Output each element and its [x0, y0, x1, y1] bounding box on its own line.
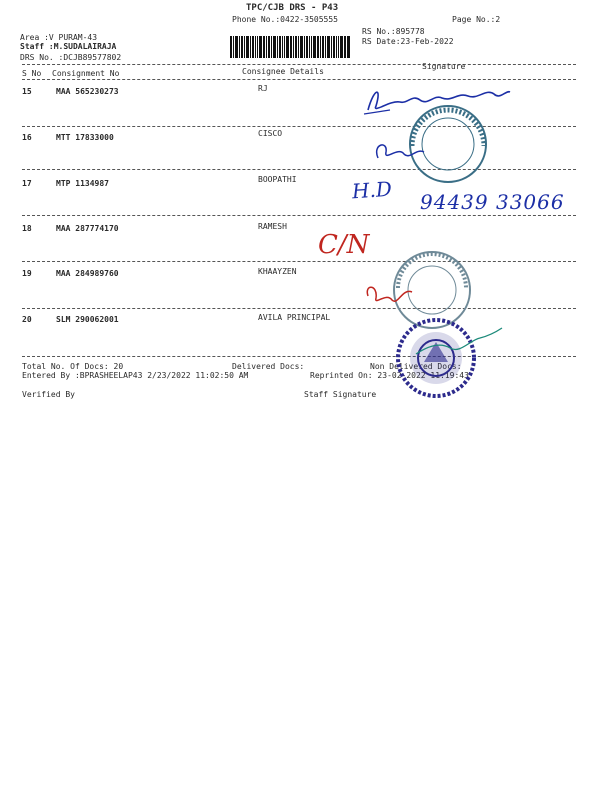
barcode-image [230, 36, 350, 58]
row-sno: 19 [22, 269, 32, 278]
rs-date: RS Date:23-Feb-2022 [362, 37, 454, 46]
column-consignment: Consignment No [52, 69, 120, 78]
staff-field: Staff :M.SUDALAIRAJA [20, 42, 117, 51]
row-consignee: RJ [258, 84, 268, 93]
column-sno: S No [22, 69, 42, 78]
drs-number: DRS No. :DCJB89577802 [20, 53, 122, 62]
row-divider [22, 215, 576, 216]
row-divider [22, 261, 576, 262]
header-top-rule [22, 64, 576, 65]
row-sno: 20 [22, 315, 32, 324]
non-delivered-docs: Non Delivered Docs: [370, 362, 462, 371]
row-sno: 16 [22, 133, 32, 142]
handwritten-cln: C/N [318, 230, 370, 260]
staff-signature-label: Staff Signature [304, 390, 377, 399]
row-sno: 15 [22, 87, 32, 96]
total-docs: Total No. Of Docs: 20 [22, 362, 124, 371]
entered-by: Entered By :BPRASHEELAP43 2/23/2022 11:02:50 AM [22, 371, 249, 380]
signature-avila [410, 324, 504, 364]
row-divider [22, 308, 576, 309]
handwritten-phone: 94439 33066 [420, 190, 565, 214]
row-sno: 18 [22, 224, 32, 233]
page-number: Page No.:2 [452, 15, 501, 24]
document-title: TPC/CJB DRS - P43 [246, 3, 339, 13]
rs-number: RS No.:895778 [362, 27, 425, 36]
row-consignment: MTP 1134987 [56, 179, 109, 188]
verified-by-label: Verified By [22, 390, 75, 399]
column-consignee: Consignee Details [242, 67, 324, 76]
row-consignee: RAMESH [258, 222, 287, 231]
delivered-docs: Delivered Docs: [232, 362, 305, 371]
row-consignment: MAA 565230273 [56, 87, 119, 96]
column-signature: Signature [422, 62, 466, 71]
row-sno: 17 [22, 179, 32, 188]
row-consignee: CISCO [258, 129, 283, 138]
area-field: Area :V PURAM-43 [20, 33, 98, 42]
row-consignment: MTT 17833000 [56, 133, 114, 142]
reprinted-on: Reprinted On: 23-02-2022 11:19:43 [310, 371, 469, 380]
row-consignee: AVILA PRINCIPAL [258, 313, 331, 322]
row-consignee: BOOPATHI [258, 175, 297, 184]
signature-khaayzen [362, 278, 418, 310]
row-consignment: MAA 287774170 [56, 224, 119, 233]
signature-cisco [370, 136, 430, 166]
handwritten-initials: H.D [351, 176, 393, 204]
row-consignee: KHAAYZEN [258, 267, 297, 276]
row-consignment: SLM 290062001 [56, 315, 119, 324]
row-consignment: MAA 284989760 [56, 269, 119, 278]
phone-number: Phone No.:0422-3505555 [232, 15, 338, 24]
